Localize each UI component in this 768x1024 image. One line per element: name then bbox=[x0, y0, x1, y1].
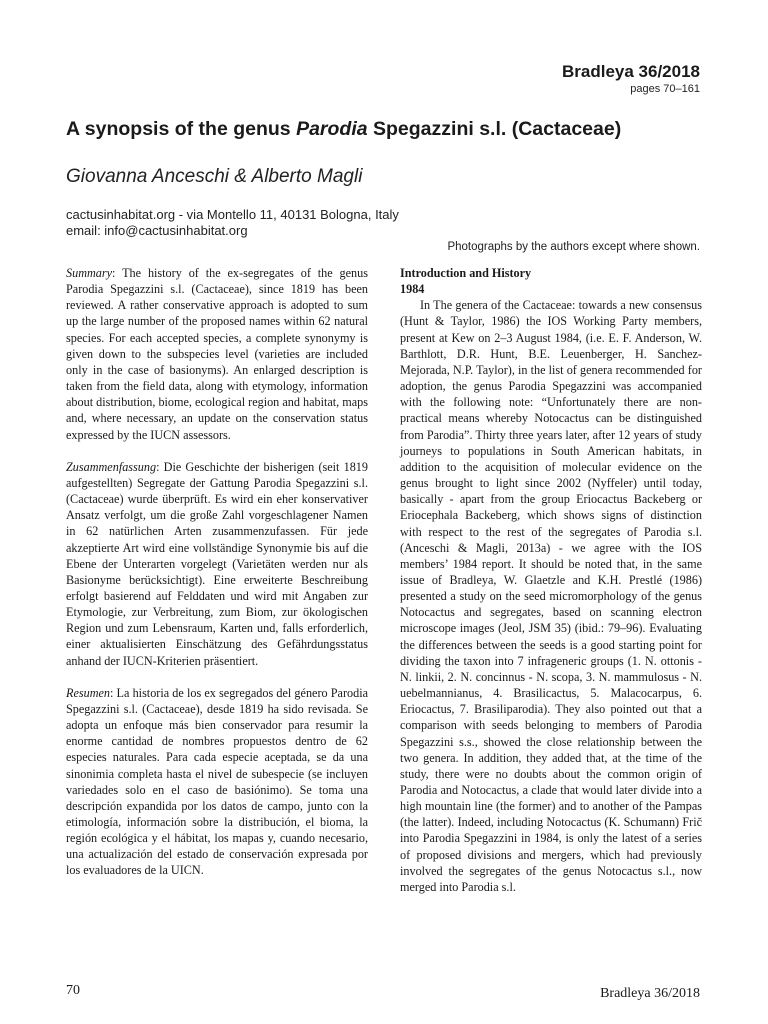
affiliation-email: email: info@cactusinhabitat.org bbox=[66, 223, 248, 238]
page-range: pages 70–161 bbox=[630, 83, 700, 95]
resumen-paragraph bbox=[66, 685, 368, 879]
article-title bbox=[66, 118, 706, 141]
affiliation-address: cactusinhabitat.org - via Montello 11, 40131 Bologna, Italy bbox=[66, 207, 399, 222]
introduction-column bbox=[400, 265, 702, 895]
resumen-label: Resumen bbox=[66, 685, 110, 700]
photo-credit: Photographs by the authors except where shown. bbox=[447, 241, 700, 253]
zusammenfassung-text: : Die Geschichte der bisherigen (seit 1819 aufgestellten) Segregate der Gattung Parodia Spegazzini s.l. (Cactaceae) wurde überprüft. Es wird ein eher konservativer Ansatz verfolgt, um die große Zahl vorgeschlagener Namen in 62 natürlichen Arten zusammenzufassen. Für jede akzeptierte Art wird eine vollständige Synonymie bis auf die Ebene der Unterarten vorgelegt (Varietäten werden nur als Basionyme berücksichtigt). Eine erweiterte Beschreibung erfolgt basierend auf Felddaten und wird mit Angaben zur Etymologie, zur Verbreitung, zum Biom, zur ökologischen Region und zum Lebensraum, Karten und, falls erforderlich, einer aktualisierten Einschätzung des Gefährdungsstatus anhand der IUCN-Kriterien präsentiert. bbox=[66, 459, 368, 668]
section-heading: Introduction and History bbox=[400, 266, 532, 280]
page-number: 70 bbox=[66, 983, 80, 998]
summary-paragraph bbox=[66, 265, 368, 443]
zusammenfassung-paragraph bbox=[66, 459, 368, 669]
summary-label: Summary bbox=[66, 266, 113, 280]
footer-journal: Bradleya 36/2018 bbox=[600, 986, 700, 1001]
resumen-text: : La historia de los ex segregados del género Parodia Spegazzini s.l. (Cactaceae), desde 1819 ha sido revisada. Se adopta un enfoque más bien conservador para resumir la enorme cantidad de nombres propuestos dentro de 62 especies naturales. Para cada especie aceptada, se da una sinonimia completa hasta el nivel de subespecie (se incluyen variedades solo en el caso de basiónimo). Se toma una descripción expandida por los datos de campo, junto con la etimología, información sobre la distribución, el bioma, la región ecológica y el hábitat, los mapas y, cuando necesario, una actualización del estado de conservación expresada por los evaluadores de la UICN. bbox=[66, 685, 368, 878]
title-suffix: Spegazzini s.l. (Cactaceae) bbox=[367, 118, 622, 140]
journal-name: Bradleya 36/2018 bbox=[562, 62, 700, 81]
introduction-paragraph: In The genera of the Cactaceae: towards a new consensus (Hunt & Taylor, 1986) the IOS Working Party members, present at Kew on 2–3 August 1984, (i.e. E. F. Anderson, W. Barthlott, D.R. Hunt, B.E. Leuenberger, H. Sanchez-Mejorada, N.P. Taylor), in the list of genera recommended for adoption, the genus Parodia Spegazzini was accompanied with the following note: “Unfortunately there are non-practical means whereby Notocactus can be distinguished from Parodia”. Thirty three years later, after 12 years of study journeys to populations in South American habitats, in addition to the acquisition of molecular evidence on the genus brought to light since 2002 (Nyffeler) until today, basically - apart from the group Eriocactus Backeberg or Eriocephala Backeberg, which shows signs of distinction with respect to the rest of the segregates of Parodia s.l. (Anceschi & Magli, 2013a) - we agree with the IOS members’ 1984 report. It should be noted that, in the same issue of Bradleya, W. Glaetzle and K.H. Prestlé (1986) presented a study on the seed micromorphology of the genus Notocactus and segregates, based on scanning electron microscope images (Jeol, JSM 35) (ibid.: 79–96). Evaluating the differences between the seeds is a good starting point for dividing the taxon into 7 infrageneric groups (1. N. ottonis - N. linkii, 2. N. concinnus - N. scopa, 3. N. mammulosus - N. uebelmannianus, 4. Brasilicactus, 5. Malacocarpus, 6. Eriocactus, 7. Brasiliparodia). They also pointed out that a comparison with seeds belonging to members of Parodia Spegazzini s.s., showed the close relationship between the two genera. In addition, they added that, at the time of the study, there were no doubts about the common origin of Parodia and Notocactus, a clade that would later divide into a high mountain line (the former) and to another of the Pampas (the latter). Indeed, including Notocactus (K. Schumann) Frič into Parodia Spegazzini in 1984, is only the latest of a series of proposed divisions and mergers, which had previously involved the segregates of the genus Notocactus s.l., now merged into Parodia s.l. bbox=[400, 298, 702, 894]
title-genus: Parodia bbox=[296, 118, 368, 140]
abstract-column bbox=[66, 265, 368, 879]
summary-text: : The history of the ex-segregates of the genus Parodia Spegazzini s.l. (Cactaceae), since 1819 has been reviewed. A rather conservative approach is adopted to sum up the large number of the proposed names within 62 natural species. For each accepted species, a complete synonymy is given down to the subspecies level (varieties are included only in the case of basionyms). An enlarged description is taken from the field data, along with etymology, information about distribution, biome, ecological region and habitat, maps and, where necessary, an update on the conservation status expressed by the IUCN assessors. bbox=[66, 266, 368, 442]
title-prefix: A synopsis of the genus bbox=[66, 118, 297, 140]
zusammenfassung-label: Zusammenfassung bbox=[66, 459, 157, 474]
section-year: 1984 bbox=[400, 282, 425, 297]
authors: Giovanna Anceschi & Alberto Magli bbox=[66, 166, 363, 187]
